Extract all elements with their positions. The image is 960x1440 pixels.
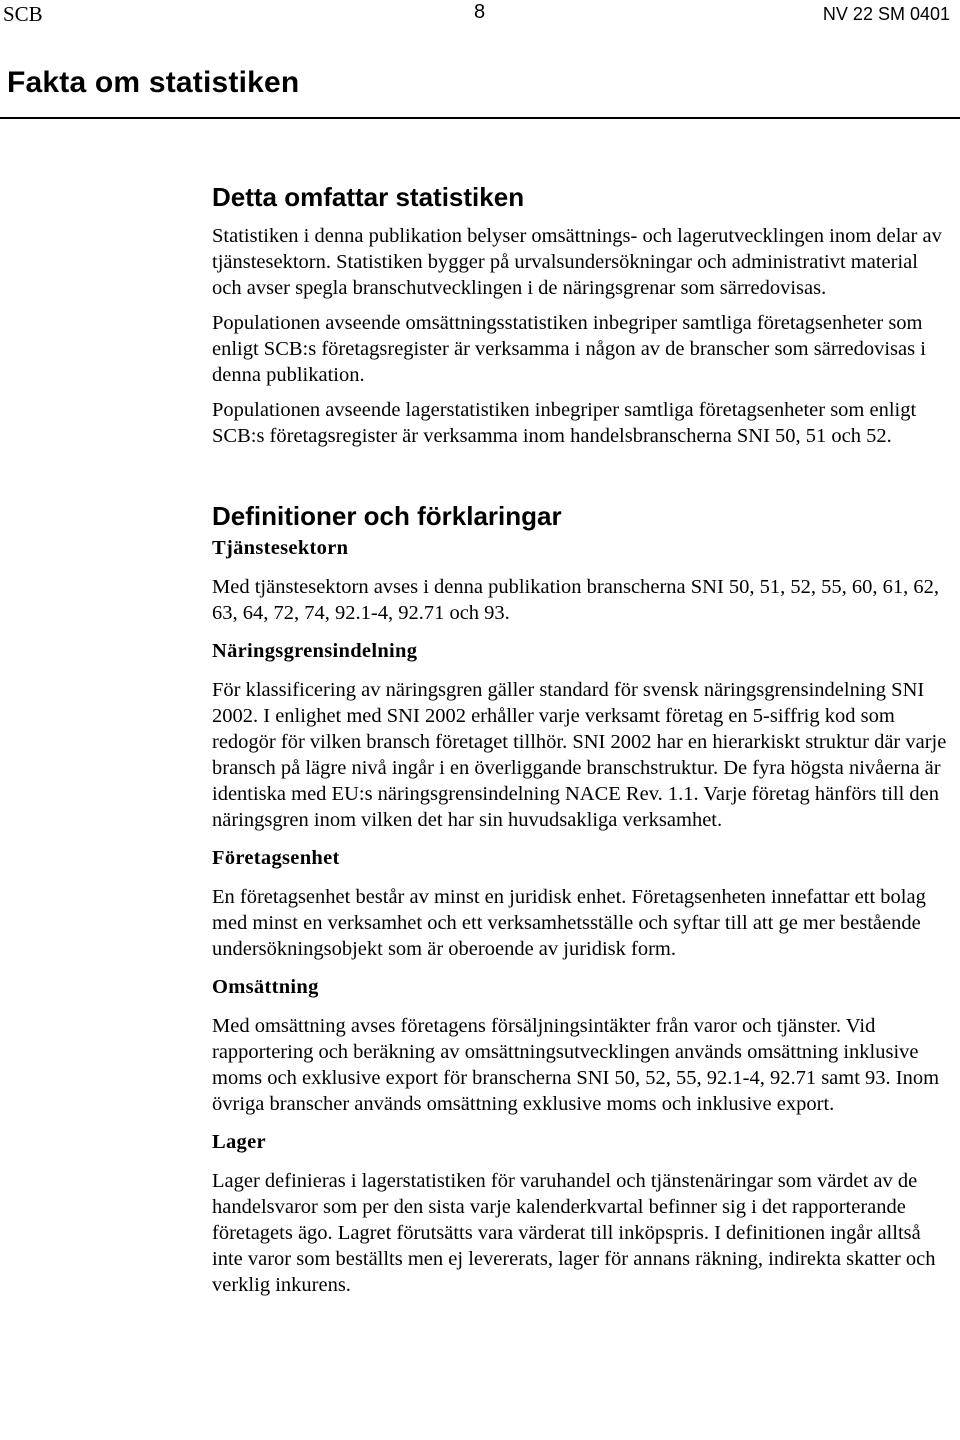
header-publication-id: NV 22 SM 0401 — [822, 4, 950, 24]
scope-paragraph: Populationen avseende lagerstatistiken inbegriper samtliga företagsenheter som enligt SCB:s företagsregister är verksamma inom handelsbranscherna SNI 50, 51 och 52. — [212, 399, 917, 447]
definition-text: En företagsenhet består av minst en juridisk enhet. Företagsenheten innefattar ett bolag med minst en verksamhet och ett verksamhetsställe och syftar till att ge mer bestående undersökningsobjekt som är oberoende av juridisk form. — [212, 886, 926, 960]
scope-paragraph: Populationen avseende omsättningsstatistiken inbegriper samtliga företagsenheter som enligt SCB:s företagsregister är verksamma i någon av de branscher som särredovisas i denna publikation. — [212, 312, 926, 386]
definition-text: Med omsättning avses företagens försäljningsintäkter från varor och tjänster. Vid rapportering och beräkning av omsättningsutvecklingen används omsättning inklusive moms och exklusive export för branscherna SNI 50, 52, 55, 92.1-4, 92.71 samt 93. Inom övriga branscher används omsättning exklusive moms och inklusive export. — [212, 1015, 940, 1115]
page-header — [0, 0, 960, 28]
definition-text: Lager definieras i lagerstatistiken för varuhandel och tjänstenäringar som värdet av de handelsvaror som per den sista varje kalenderkvartal befinner sig i det rapporterande företagets ägo. Lagret förutsätts vara värderat till inköpspris. I definitionen ingår alltså inte varor som beställts men ej levererats, lager för annans räkning, indirekta skatter och verklig inkurens. — [212, 1170, 936, 1296]
section-heading-definitions: Definitioner och förklaringar — [212, 501, 562, 531]
section-heading-scope: Detta omfattar statistiken — [212, 182, 525, 212]
definition-term: Omsättning — [212, 976, 319, 998]
page-title: Fakta om statistiken — [7, 66, 300, 99]
definition-term: Företagsenhet — [212, 847, 340, 869]
definition-text: Med tjänstesektorn avses i denna publikation branscherna SNI 50, 51, 52, 55, 60, 61, 62, 63, 64, 72, 74, 92.1-4, 92.71 och 93. — [212, 576, 940, 624]
definition-term: Näringsgrensindelning — [212, 640, 418, 662]
main-content — [212, 180, 950, 1298]
definition-term: Lager — [212, 1131, 266, 1153]
definition-term: Tjänstesektorn — [212, 537, 349, 559]
header-org: SCB — [3, 2, 43, 26]
title-rule — [0, 117, 960, 119]
definition-text: För klassificering av näringsgren gäller standard för svensk näringsgrensindelning SNI 2002. I enlighet med SNI 2002 erhåller varje verksamt företag en 5-siffrig kod som redogör för vilken bransch företaget tillhör. SNI 2002 har en hierarkiskt struktur där varje bransch på lägre nivå ingår i en överliggande branschstruktur. De fyra högsta nivåerna är identiska med EU:s näringsgrensindelning NACE Rev. 1.1. Varje företag hänförs till den näringsgren inom vilken det har sin huvudsakliga verksamhet. — [212, 679, 947, 831]
header-page-number: 8 — [474, 1, 486, 23]
scope-paragraph: Statistiken i denna publikation belyser omsättnings- och lagerutvecklingen inom delar av tjänstesektorn. Statistiken bygger på urvalsundersökningar och administrativt material och avser spegla branschutvecklingen i de näringsgrenar som särredovisas. — [212, 225, 942, 299]
